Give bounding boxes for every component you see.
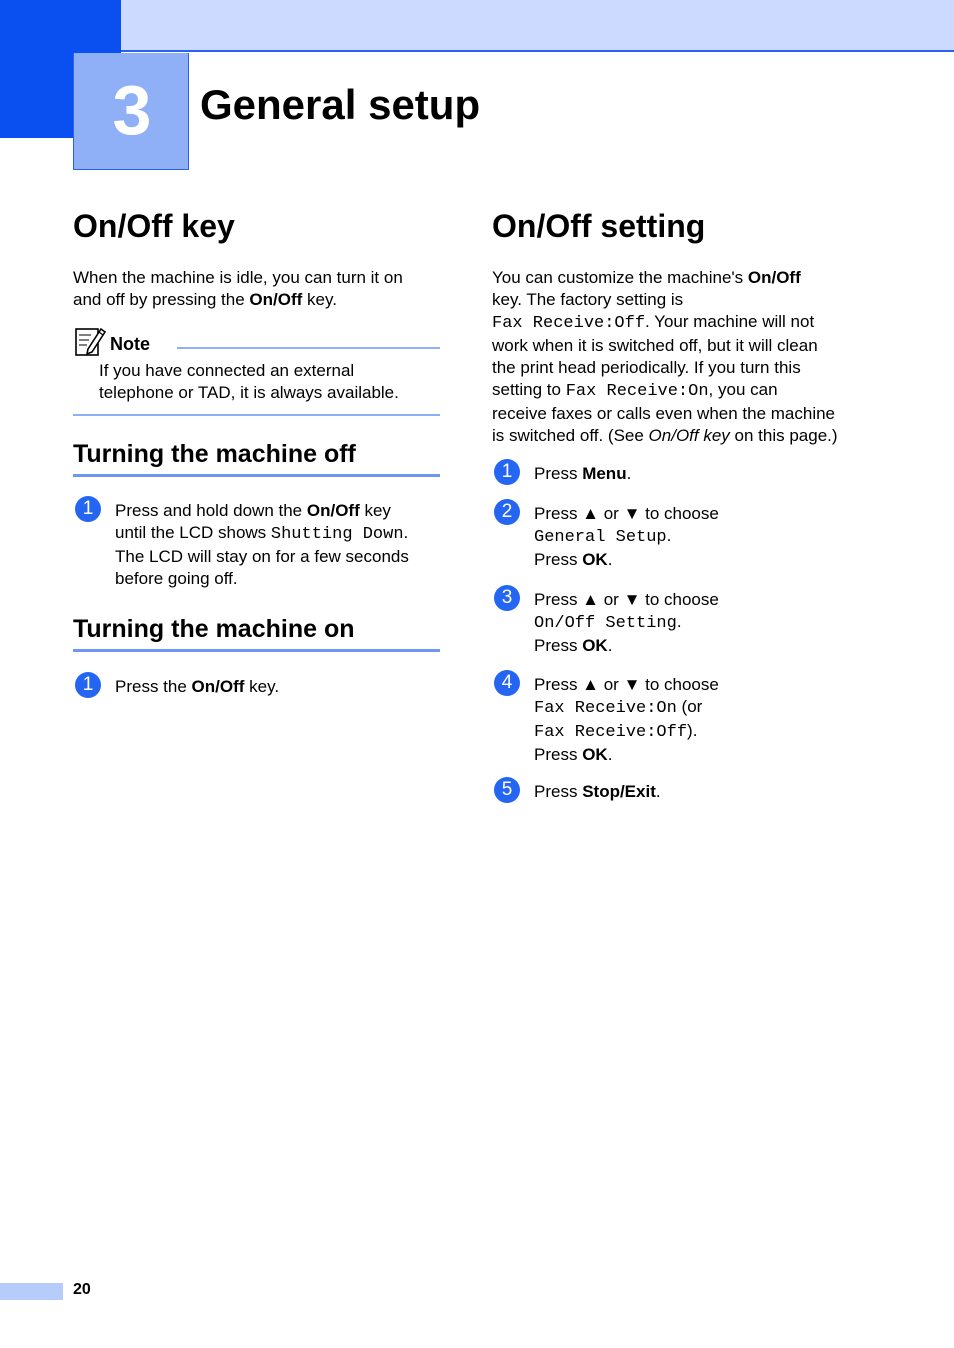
- intro-line: key. The factory setting is: [492, 290, 684, 309]
- intro-line: When the machine is idle, you can turn it on: [73, 268, 403, 287]
- intro-line: and off by pressing the On/Off key.: [73, 290, 337, 309]
- intro-line: setting to Fax Receive:On, you can: [492, 380, 778, 401]
- step-line: Press OK.: [534, 550, 613, 569]
- intro-line: the print head periodically. If you turn this: [492, 358, 801, 377]
- note-body: [99, 360, 444, 404]
- intro-paragraph: [73, 267, 443, 311]
- step-text: [534, 463, 631, 485]
- step-line: Press ▲ or ▼ to choose: [534, 675, 719, 694]
- header-band: [121, 0, 954, 52]
- note-line: telephone or TAD, it is always available.: [99, 383, 399, 402]
- note-line: If you have connected an external: [99, 361, 355, 380]
- intro-line: work when it is switched off, but it will clean: [492, 336, 818, 355]
- note-bottom-rule: [73, 414, 440, 416]
- step-text: [534, 781, 661, 803]
- setting-intro: [492, 267, 872, 447]
- step-line: Press ▲ or ▼ to choose: [534, 590, 719, 609]
- step-number: 1: [494, 459, 520, 485]
- step-number: 1: [75, 496, 101, 522]
- step-line: before going off.: [115, 569, 238, 588]
- step-line: On/Off Setting.: [534, 612, 682, 633]
- step-line: General Setup.: [534, 526, 672, 547]
- intro-line: is switched off. (See On/Off key on this page.): [492, 426, 838, 445]
- chapter-number-box: [73, 53, 189, 170]
- step-line: Press Stop/Exit.: [534, 782, 661, 801]
- step-number: 4: [494, 670, 520, 696]
- step-text: [534, 589, 719, 657]
- step-number: 5: [494, 777, 520, 803]
- note-label: Note: [110, 334, 150, 354]
- heading-rule: [73, 649, 440, 652]
- step-line: The LCD will stay on for a few seconds: [115, 547, 409, 566]
- step-line: Press and hold down the On/Off key: [115, 501, 391, 520]
- step-number: 2: [494, 499, 520, 525]
- heading-onoff-setting: On/Off setting: [492, 208, 706, 244]
- step-number: 3: [494, 585, 520, 611]
- note-pencil-icon: [74, 325, 106, 357]
- step-line: Press Menu.: [534, 464, 632, 483]
- step-text: [534, 503, 719, 571]
- step-line: Fax Receive:Off).: [534, 721, 698, 742]
- intro-line: receive faxes or calls even when the machine: [492, 404, 836, 423]
- step-line: until the LCD shows Shutting Down.: [115, 523, 409, 544]
- heading-rule: [73, 474, 440, 477]
- footer-accent-bar: [0, 1283, 63, 1300]
- intro-line: Fax Receive:Off. Your machine will not: [492, 312, 815, 333]
- step-line: Press OK.: [534, 636, 613, 655]
- step-line: Press OK.: [534, 745, 613, 764]
- step-line: Press ▲ or ▼ to choose: [534, 504, 719, 523]
- note-top-rule: [177, 347, 440, 349]
- heading-turning-on: Turning the machine on: [73, 615, 355, 643]
- step-text: [534, 674, 719, 766]
- step-number: 1: [75, 672, 101, 698]
- chapter-title: General setup: [200, 81, 481, 128]
- heading-turning-off: Turning the machine off: [73, 440, 356, 468]
- heading-onoff-key: On/Off key: [73, 208, 235, 244]
- step-text: [115, 500, 445, 590]
- page-number: 20: [73, 1281, 91, 1298]
- step-line: Press the On/Off key.: [115, 677, 280, 696]
- intro-line: You can customize the machine's On/Off: [492, 268, 801, 287]
- chapter-number: 3: [112, 71, 152, 149]
- step-text: [115, 676, 445, 698]
- step-line: Fax Receive:On (or: [534, 697, 703, 718]
